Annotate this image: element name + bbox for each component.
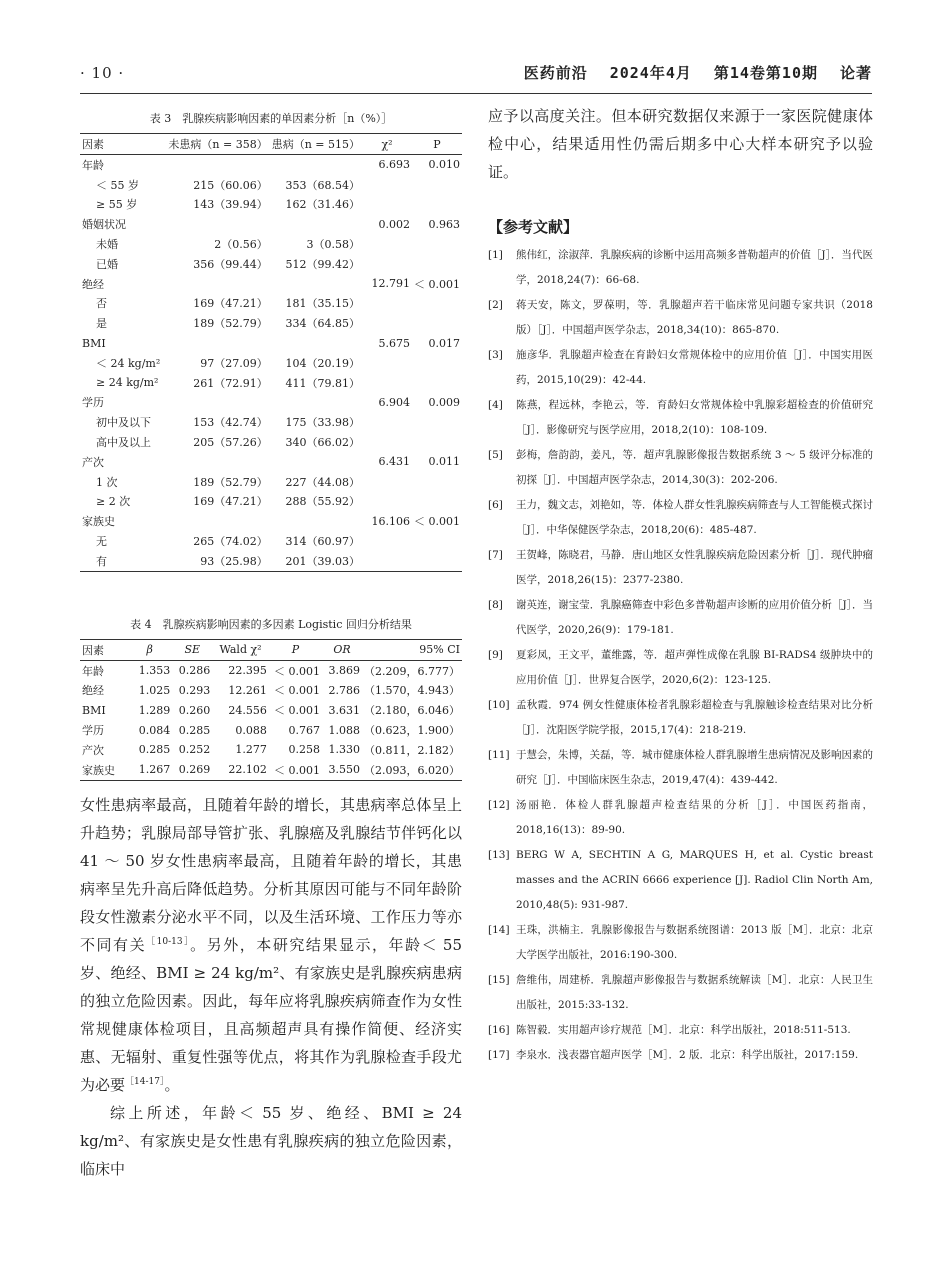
- table3-cell: [362, 373, 412, 393]
- table3-cell: 0.002: [378, 217, 410, 231]
- table4-cell: 1.277: [235, 743, 267, 757]
- table3-cell: [166, 274, 269, 294]
- table3-cell: [412, 551, 462, 571]
- reference-text: 王珠，洪楠主．乳腺影像报告与数据系统图谱：2013 版［M］．北京：北京大学医学出版社，2016:190-300.: [516, 924, 873, 961]
- table3-cell: 411（79.81）: [285, 376, 360, 390]
- reference-text: 李泉水．浅表器官超声医学［M］．2 版．北京：科学出版社，2017:159.: [516, 1049, 859, 1061]
- table4-cell: 22.102: [212, 760, 269, 780]
- table3-cell: [166, 452, 269, 472]
- reference-item: [488, 393, 873, 443]
- table3-cell: [166, 511, 269, 531]
- table3-cell: 未婚: [96, 238, 118, 252]
- table3-cell: ≥ 2 次: [96, 495, 131, 509]
- table3-cell: [270, 274, 362, 294]
- table3-cell: [166, 333, 269, 353]
- table4-row: [80, 740, 462, 760]
- table3-row: [80, 333, 462, 353]
- table3-cell: 169（47.21）: [193, 495, 268, 509]
- reference-text: 王力，魏文志，刘艳如，等．体检人群女性乳腺疾病筛查与人工智能模式探讨［J］．中华保健医学杂志，2018,20(6)：485-487.: [516, 499, 873, 536]
- discussion-text: 。另外，本研究结果显示，年龄＜ 55 岁、绝经、BMI ≥ 24 kg/m²、有家族史是乳腺疾病患病的独立危险因素。因此，每年应将乳腺疾病筛查作为女性常规健康体检项目，且高频超声具有操作简便、经济实惠、无辐射、重复性强等优点，将其作为乳腺检查手段尤为必要: [80, 935, 462, 1094]
- citation: ［10-13］: [146, 936, 191, 947]
- table3-cell: [362, 531, 412, 551]
- reference-text: 熊伟红，涂淑萍．乳腺疾病的诊断中运用高频多普勒超声的价值［J］．当代医学，2018,24(7)：66-68.: [516, 249, 873, 286]
- reference-number: [10]: [488, 699, 510, 711]
- table3-header-row: [80, 134, 462, 155]
- table3-cell: [362, 313, 412, 333]
- table4-cell: ＜ 0.001: [273, 684, 320, 698]
- table3-cell: [412, 175, 462, 195]
- table3-cell: ＜ 0.001: [414, 515, 460, 529]
- right-column: [488, 100, 873, 1068]
- table3-cell: [270, 452, 362, 472]
- reference-text: 彭梅，詹韵韵，姜凡，等．超声乳腺影像报告数据系统 3 ～ 5 级评分标准的初探［J］．中国超声医学杂志，2014,30(3)：202-206.: [516, 449, 873, 486]
- table3-cell: [362, 294, 412, 314]
- table3-cell: 绝经: [82, 277, 104, 291]
- reference-text: 王贺峰，陈晓君，马静．唐山地区女性乳腺疾病危险因素分析［J］．现代肿瘤医学，2018,26(15)：2377-2380.: [516, 549, 873, 586]
- table3-cell: 初中及以下: [96, 416, 151, 430]
- table3-row: [80, 531, 462, 551]
- table3-cell: ≥ 24 kg/m²: [96, 376, 159, 390]
- table4-cell: 学历: [82, 724, 104, 738]
- reference-number: [15]: [488, 974, 510, 986]
- reference-item: [488, 693, 873, 743]
- table3-body: [80, 155, 462, 572]
- table4-row: [80, 660, 462, 680]
- table3-cell: [270, 511, 362, 531]
- reference-text: 蒋天安，陈文，罗葆明，等．乳腺超声若干临床常见问题专家共识（2018 版）［J］．中国超声医学杂志，2018,34(10)：865-870.: [516, 299, 873, 336]
- table4-header-cell: Wald χ²: [212, 639, 269, 660]
- section-label: 论著: [839, 64, 872, 82]
- table4-header-cell: P: [269, 639, 322, 660]
- table3-cell: 0.017: [428, 336, 460, 350]
- reference-number: [8]: [488, 599, 503, 611]
- table4-cell: 12.261: [228, 683, 267, 697]
- table3-cell: [362, 254, 412, 274]
- table4-header-cell: 因素: [80, 639, 127, 660]
- reference-number: [3]: [488, 349, 503, 361]
- reference-number: [17]: [488, 1049, 510, 1061]
- table3-cell: [166, 214, 269, 234]
- reference-text: 谢英连，谢宝莹．乳腺癌筛查中彩色多普勒超声诊断的应用价值分析［J］．当代医学，2020,26(9)：179-181.: [516, 599, 873, 636]
- table4-cell: 0.269: [172, 760, 212, 780]
- table3-cell: 205（57.26）: [193, 436, 268, 450]
- reference-number: [4]: [488, 399, 503, 411]
- reference-text: 陈智毅．实用超声诊疗规范［M］．北京：科学出版社，2018:511-513.: [516, 1024, 851, 1036]
- table3-cell: 162（31.46）: [285, 198, 360, 212]
- reference-number: [16]: [488, 1024, 510, 1036]
- table3-cell: 12.791: [371, 277, 410, 291]
- table3-cell: 有: [80, 551, 166, 571]
- table3-cell: [270, 333, 362, 353]
- table3-row: [80, 214, 462, 234]
- table4-cell: 0.084: [138, 723, 171, 737]
- table3-row: [80, 254, 462, 274]
- reference-text: 施彦华．乳腺超声检查在育龄妇女常规体检中的应用价值［J］．中国实用医药，2015,10(29)：42-44.: [516, 349, 873, 386]
- reference-item: [488, 1018, 873, 1043]
- table3-row: [80, 452, 462, 472]
- table4-body: [80, 660, 462, 780]
- reference-number: [14]: [488, 924, 510, 936]
- table3-row: [80, 412, 462, 432]
- table3-row: [80, 294, 462, 314]
- table3-row: [80, 511, 462, 531]
- table3-cell: 已婚: [96, 257, 118, 271]
- table4-row: [80, 700, 462, 720]
- table4-row: [80, 720, 462, 740]
- table3-cell: [362, 234, 412, 254]
- header-rule: [80, 93, 872, 94]
- table4-cell: （0.811，2.182）: [364, 743, 460, 757]
- table3-cell: 是: [96, 317, 107, 331]
- table4-cell: 年龄: [82, 664, 104, 678]
- discussion-text: 。: [164, 1075, 180, 1094]
- table3-cell: [412, 492, 462, 512]
- table3-cell: [362, 412, 412, 432]
- table3-row: [80, 551, 462, 571]
- reference-text: 夏彩凤，王文平，董维露，等．超声弹性成像在乳腺 BI-RADS4 级肿块中的应用价值［J］．世界复合医学，2020,6(2)：123-125.: [516, 649, 873, 686]
- reference-item: [488, 293, 873, 343]
- table3-header-cell: 患病（n = 515）: [270, 134, 362, 155]
- running-header: [502, 62, 872, 83]
- table3-row: [80, 195, 462, 215]
- table3-cell: 16.106: [371, 514, 410, 528]
- table4-cell: 1.088: [328, 723, 360, 737]
- table4-header-row: [80, 639, 462, 660]
- table3-cell: [362, 492, 412, 512]
- table3-row: [80, 313, 462, 333]
- table4-cell: 1.267: [127, 760, 172, 780]
- reference-number: [7]: [488, 549, 503, 561]
- table3-cell: ＜ 24 kg/m²: [96, 356, 161, 370]
- table4-cell: 0.260: [178, 703, 211, 717]
- reference-number: [9]: [488, 649, 503, 661]
- reference-item: [488, 1043, 873, 1068]
- reference-number: [11]: [488, 749, 510, 761]
- reference-item: [488, 918, 873, 968]
- table3-cell: 189（52.79）: [193, 317, 268, 331]
- reference-item: [488, 493, 873, 543]
- table3-cell: [362, 432, 412, 452]
- table4-cell: 1.330: [328, 743, 360, 757]
- table3-cell: 产次: [82, 455, 104, 469]
- volume-issue: 第14卷第10期: [713, 64, 818, 82]
- table4-cell: （1.570，4.943）: [364, 684, 460, 698]
- table3-header-cell: 因素: [80, 134, 166, 155]
- table3-cell: 353（68.54）: [285, 178, 360, 192]
- table3-cell: [362, 472, 412, 492]
- table3-caption: 表 3 乳腺疾病影响因素的单因素分析［n（%）］: [149, 112, 393, 125]
- table4-cell: （2.180，6.046）: [364, 704, 460, 718]
- table3: [80, 133, 462, 572]
- references-title: 【参考文献】: [488, 218, 579, 236]
- table3-cell: ≥ 55 岁: [96, 198, 138, 212]
- table3-row: [80, 373, 462, 393]
- reference-item: [488, 968, 873, 1018]
- table4-cell: 0.286: [178, 664, 211, 678]
- reference-number: [12]: [488, 799, 510, 811]
- table3-cell: 97（27.09）: [200, 356, 268, 370]
- table3-cell: 婚姻状况: [82, 218, 126, 232]
- reference-item: [488, 343, 873, 393]
- reference-item: [488, 443, 873, 493]
- table4-cell: 产次: [82, 743, 104, 757]
- table4-cell: ＜ 0.001: [269, 760, 322, 780]
- table3-cell: 家族史: [82, 515, 115, 529]
- table3-cell: [362, 551, 412, 571]
- table3-cell: 189（52.79）: [193, 475, 268, 489]
- table4-cell: 0.088: [235, 723, 267, 737]
- table3-cell: 153（42.74）: [193, 416, 268, 430]
- table3-cell: 3（0.58）: [306, 238, 360, 252]
- reference-number: [13]: [488, 849, 510, 861]
- table3-cell: [412, 432, 462, 452]
- table4-row: [80, 681, 462, 701]
- table3-cell: 6.693: [378, 158, 410, 172]
- table3-cell: 181（35.15）: [285, 297, 360, 311]
- table3-cell: 104（20.19）: [285, 356, 360, 370]
- table3-cell: 93（25.98）: [166, 551, 269, 571]
- left-column: [80, 100, 462, 1183]
- journal-name: 医药前沿: [523, 64, 588, 82]
- table3-cell: BMI: [82, 336, 106, 350]
- table3-cell: [362, 195, 412, 215]
- table3-cell: 265（74.02）: [193, 535, 268, 549]
- table4-cell: （2.209，6.777）: [364, 664, 460, 678]
- table3-row: [80, 432, 462, 452]
- table3-cell: 169（47.21）: [193, 297, 268, 311]
- table4-cell: （0.623，1.900）: [364, 724, 460, 738]
- table4-cell: 1.025: [138, 683, 171, 697]
- reference-text: BERG W A, SECHTIN A G, MARQUES H, et al. Cystic breast masses and the ACRIN 6666 experience [J]. Radiol Clin North Am, 2010,48(5): 931-987.: [516, 849, 873, 911]
- table3-cell: 高中及以上: [96, 436, 151, 450]
- table3-cell: 6.904: [378, 395, 410, 409]
- table3-row: [80, 274, 462, 294]
- table4-cell: 3.869: [328, 664, 360, 678]
- table3-cell: 5.675: [378, 336, 410, 350]
- table3-cell: 1 次: [96, 475, 118, 489]
- table3-row: [80, 393, 462, 413]
- table3-cell: [270, 214, 362, 234]
- table3-cell: 6.431: [378, 455, 410, 469]
- discussion-text: 女性患病率最高，且随着年龄的增长，其患病率总体呈上升趋势；乳腺局部导管扩张、乳腺癌及乳腺结节伴钙化以 41 ～ 50 岁女性患病率最高，且随着年龄的增长，其患病率呈先升高后降低趋势。分析其原因可能与不同年龄阶段女性激素分泌水平不同，以及生活环境、工作压力等亦不同有关: [80, 795, 462, 954]
- table3-cell: 0.011: [428, 455, 460, 469]
- table4-cell: （2.093，6.020）: [362, 760, 462, 780]
- table4: [80, 639, 462, 781]
- reference-item: [488, 793, 873, 843]
- table4-cell: 3.550: [322, 760, 362, 780]
- table4-row: [80, 760, 462, 780]
- table4-caption: 表 4 乳腺疾病影响因素的多因素 Logistic 回归分析结果: [130, 617, 412, 631]
- table4-header-cell: OR: [322, 639, 362, 660]
- table3-cell: 227（44.08）: [285, 475, 360, 489]
- table3-cell: 215（60.06）: [193, 178, 268, 192]
- table3-cell: [270, 393, 362, 413]
- table3-cell: [412, 472, 462, 492]
- table4-cell: 3.631: [328, 703, 360, 717]
- table3-cell: 0.009: [428, 395, 460, 409]
- table3-cell: [362, 175, 412, 195]
- table3-cell: 201（39.03）: [270, 551, 362, 571]
- table4-header-cell: SE: [172, 639, 212, 660]
- table4-cell: 2.786: [328, 683, 360, 697]
- table3-cell: [412, 353, 462, 373]
- table3-cell: [412, 531, 462, 551]
- table3-header-cell: χ²: [362, 134, 412, 155]
- table3-cell: [412, 373, 462, 393]
- table3-cell: [362, 353, 412, 373]
- table3-cell: 学历: [82, 396, 104, 410]
- reference-item: [488, 243, 873, 293]
- citation: ［14-17］: [125, 1076, 165, 1087]
- reference-text: 詹维伟，周建桥．乳腺超声影像报告与数据系统解读［M］．北京：人民卫生出版社，2015:33-132.: [516, 974, 873, 1011]
- reference-text: 陈燕，程远林，李艳云，等．育龄妇女常规体检中乳腺彩超检查的价值研究［J］．影像研究与医学应用，2018,2(10)：108-109.: [516, 399, 873, 436]
- table3-cell: 356（99.44）: [193, 257, 268, 271]
- table3-row: [80, 353, 462, 373]
- table4-cell: 1.289: [138, 703, 171, 717]
- table3-cell: [412, 254, 462, 274]
- table3-row: [80, 472, 462, 492]
- reference-number: [6]: [488, 499, 503, 511]
- table3-cell: [166, 155, 269, 175]
- table4-cell: 家族史: [80, 760, 127, 780]
- issue-date: 2024年4月: [609, 64, 692, 82]
- table3-cell: [166, 393, 269, 413]
- reference-item: [488, 643, 873, 693]
- table3-cell: 无: [96, 535, 107, 549]
- reference-number: [2]: [488, 299, 503, 311]
- table4-cell: 22.395: [228, 664, 267, 678]
- table3-cell: 334（64.85）: [285, 317, 360, 331]
- table3-cell: [412, 234, 462, 254]
- table3-cell: [412, 195, 462, 215]
- table4-cell: 0.293: [178, 683, 211, 697]
- reference-item: [488, 543, 873, 593]
- table3-cell: 288（55.92）: [285, 495, 360, 509]
- reference-text: 汤丽艳．体检人群乳腺超声检查结果的分析［J］．中国医药指南，2018,16(13)：89-90.: [516, 799, 873, 836]
- table3-cell: 314（60.97）: [285, 535, 360, 549]
- reference-item: [488, 593, 873, 643]
- reference-text: 孟秋霞．974 例女性健康体检者乳腺彩超检查与乳腺触诊检查结果对比分析［J］．沈阳医学院学报，2015,17(4)：218-219.: [516, 699, 873, 736]
- table4-cell: 0.252: [178, 743, 211, 757]
- reference-text: 于慧会，朱博，关磊，等．城市健康体检人群乳腺增生患病情况及影响因素的研究［J］．中国临床医生杂志，2019,47(4)：439-442.: [516, 749, 873, 786]
- discussion-paragraph: [80, 791, 462, 1099]
- reference-item: [488, 843, 873, 918]
- table3-header-cell: P: [412, 134, 462, 155]
- table3-cell: 512（99.42）: [285, 257, 360, 271]
- table3-cell: 0.010: [428, 158, 460, 172]
- conclusion-paragraph: 综上所述，年龄＜ 55 岁、绝经、BMI ≥ 24 kg/m²、有家族史是女性患有乳腺疾病的独立危险因素，临床中: [80, 1103, 462, 1178]
- table3-cell: 340（66.02）: [285, 436, 360, 450]
- table4-cell: 绝经: [82, 684, 104, 698]
- conclusion-continued: 应予以高度关注。但本研究数据仅来源于一家医院健康体检中心，结果适用性仍需后期多中心大样本研究予以验证。: [488, 107, 873, 181]
- table4-cell: ＜ 0.001: [273, 664, 320, 678]
- table4-cell: 24.556: [228, 703, 267, 717]
- reference-item: [488, 743, 873, 793]
- table4-header-cell: 95% CI: [362, 639, 462, 660]
- reference-number: [1]: [488, 249, 503, 261]
- table3-row: [80, 492, 462, 512]
- table3-row: [80, 234, 462, 254]
- table3-header-cell: 未患病（n = 358）: [166, 134, 269, 155]
- table4-cell: 0.285: [178, 723, 211, 737]
- table3-cell: 0.963: [428, 217, 460, 231]
- table4-cell: 0.767: [288, 723, 320, 737]
- table3-row: [80, 175, 462, 195]
- table4-cell: 1.353: [138, 664, 171, 678]
- page-number: · 10 ·: [80, 64, 125, 82]
- table3-cell: [412, 313, 462, 333]
- table4-cell: ＜ 0.001: [273, 704, 320, 718]
- table3-cell: ＜ 0.001: [414, 277, 460, 291]
- reference-list: [488, 243, 873, 1068]
- table3-cell: ＜ 55 岁: [96, 178, 139, 192]
- table3-cell: [412, 412, 462, 432]
- table3-row: [80, 155, 462, 175]
- table4-cell: 0.285: [138, 743, 171, 757]
- table3-cell: 年龄: [82, 158, 104, 172]
- table3-cell: 175（33.98）: [285, 416, 360, 430]
- table3-cell: 261（72.91）: [193, 376, 268, 390]
- table4-cell: BMI: [82, 703, 106, 717]
- table3-cell: 143（39.94）: [193, 198, 268, 212]
- table4-cell: 0.258: [288, 743, 320, 757]
- table3-cell: [412, 294, 462, 314]
- table3-cell: 否: [96, 297, 107, 311]
- table4-header-cell: β: [127, 639, 172, 660]
- table3-cell: 2（0.56）: [214, 238, 268, 252]
- table3-cell: [270, 155, 362, 175]
- reference-number: [5]: [488, 449, 503, 461]
